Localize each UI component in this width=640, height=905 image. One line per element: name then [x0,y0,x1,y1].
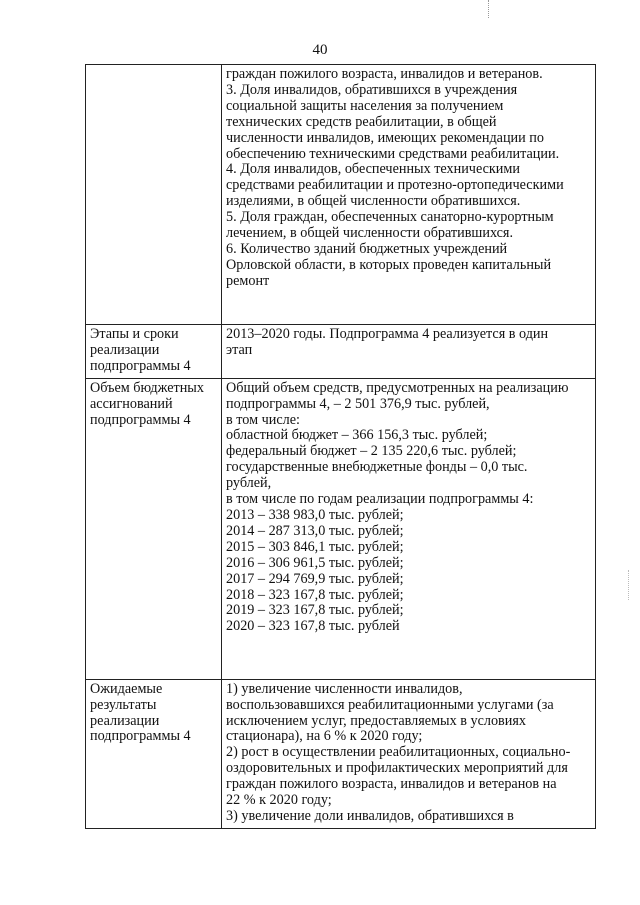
row-label-cell [86,679,222,828]
content-line: областной бюджет – 366 156,3 тыс. рублей; [226,427,488,444]
content-line: 2018 – 323 167,8 тыс. рублей; [226,586,404,603]
content-line: 6. Количество зданий бюджетных учреждений [226,240,508,257]
content-line: 2015 – 303 846,1 тыс. рублей; [226,538,404,555]
content-line: федеральный бюджет – 2 135 220,6 тыс. рублей; [226,443,517,460]
content-line: 2013 – 338 983,0 тыс. рублей; [226,506,404,523]
row-label-cell [86,325,222,379]
content-line: исключением услуг, предоставляемых в условиях [226,712,526,729]
content-line: технических средств реабилитации, в общей [226,113,497,130]
content-line: 22 % к 2020 году; [226,792,332,809]
row-label-line: подпрограммы 4 [90,411,191,428]
row-indicators-continued [86,65,596,325]
content-line: социальной защиты населения за получением [226,97,504,114]
content-line: 2013–2020 годы. Подпрограмма 4 реализуется в один [226,326,549,342]
scan-artifact [628,570,630,600]
content-line: граждан пожилого возраста, инвалидов и ветеранов. [226,66,543,82]
content-line: в том числе: [226,411,300,428]
content-line: в том числе по годам реализации подпрограммы 4: [226,491,534,508]
content-line: 2) рост в осуществлении реабилитационных, социально- [226,744,571,761]
scan-artifact [488,0,490,18]
row-label-line: ассигнований [90,395,173,412]
row-label-line: Этапы и сроки [90,326,179,342]
content-line: граждан пожилого возраста, инвалидов и ветеранов на [226,776,557,793]
row-label-line: подпрограммы 4 [90,728,191,745]
content-line: изделиями, в общей численности обратившихся. [226,193,521,210]
content-line: воспользовавшихся реабилитационными услугами (за [226,696,554,713]
row-label-line: Ожидаемые [90,680,163,697]
row-label-line: результаты [90,696,157,713]
row-label-cell [86,378,222,679]
content-line: государственные внебюджетные фонды – 0,0 тыс. [226,459,528,476]
content-line: численности инвалидов, имеющих рекомендации по [226,129,544,146]
content-line: лечением, в общей численности обратившихся. [226,225,513,242]
content-line: средствами реабилитации и протезно-ортопедическими [226,177,564,194]
row-expected-results [86,679,596,828]
row-label-line: реализации [90,341,160,358]
content-line: рублей, [226,475,272,492]
content-line: оздоровительных и профилактических мероприятий для [226,760,568,777]
content-line: 2017 – 294 769,9 тыс. рублей; [226,570,404,587]
content-line: 2019 – 323 167,8 тыс. рублей; [226,602,404,619]
content-line: обеспечению техническими средствами реабилитации. [226,145,560,162]
row-stages-and-terms [86,325,596,379]
content-line: подпрограммы 4, – 2 501 376,9 тыс. рублей, [226,395,490,412]
row-label-line: Объем бюджетных [90,379,204,396]
content-line: этап [226,341,253,358]
content-line: 3) увеличение доли инвалидов, обратившихся в [226,807,514,824]
subprogram-passport-table [85,64,596,829]
content-line: ремонт [226,272,270,289]
content-line: стационара), на 6 % к 2020 году; [226,728,423,745]
content-line: Общий объем средств, предусмотренных на реализацию [226,379,569,396]
row-label-line: реализации [90,712,160,729]
content-line: 1) увеличение численности инвалидов, [226,680,463,697]
row-content-cell [222,679,596,828]
page-number: 40 [312,42,328,58]
row-budget-allocations [86,378,596,679]
row-content-cell [222,378,596,679]
row-content-cell [222,325,596,379]
row-label-cell [86,65,222,325]
row-label-line: подпрограммы 4 [90,357,191,374]
content-line: 3. Доля инвалидов, обратившихся в учреждения [226,81,518,98]
content-line: 2014 – 287 313,0 тыс. рублей; [226,522,404,539]
content-line: 2020 – 323 167,8 тыс. рублей [226,618,400,635]
content-line: 5. Доля граждан, обеспеченных санаторно-курортным [226,209,554,226]
content-line: 4. Доля инвалидов, обеспеченных техническими [226,161,520,178]
content-line: 2016 – 306 961,5 тыс. рублей; [226,554,404,571]
row-content-cell [222,65,596,325]
content-line: Орловской области, в которых проведен капитальный [226,256,552,273]
